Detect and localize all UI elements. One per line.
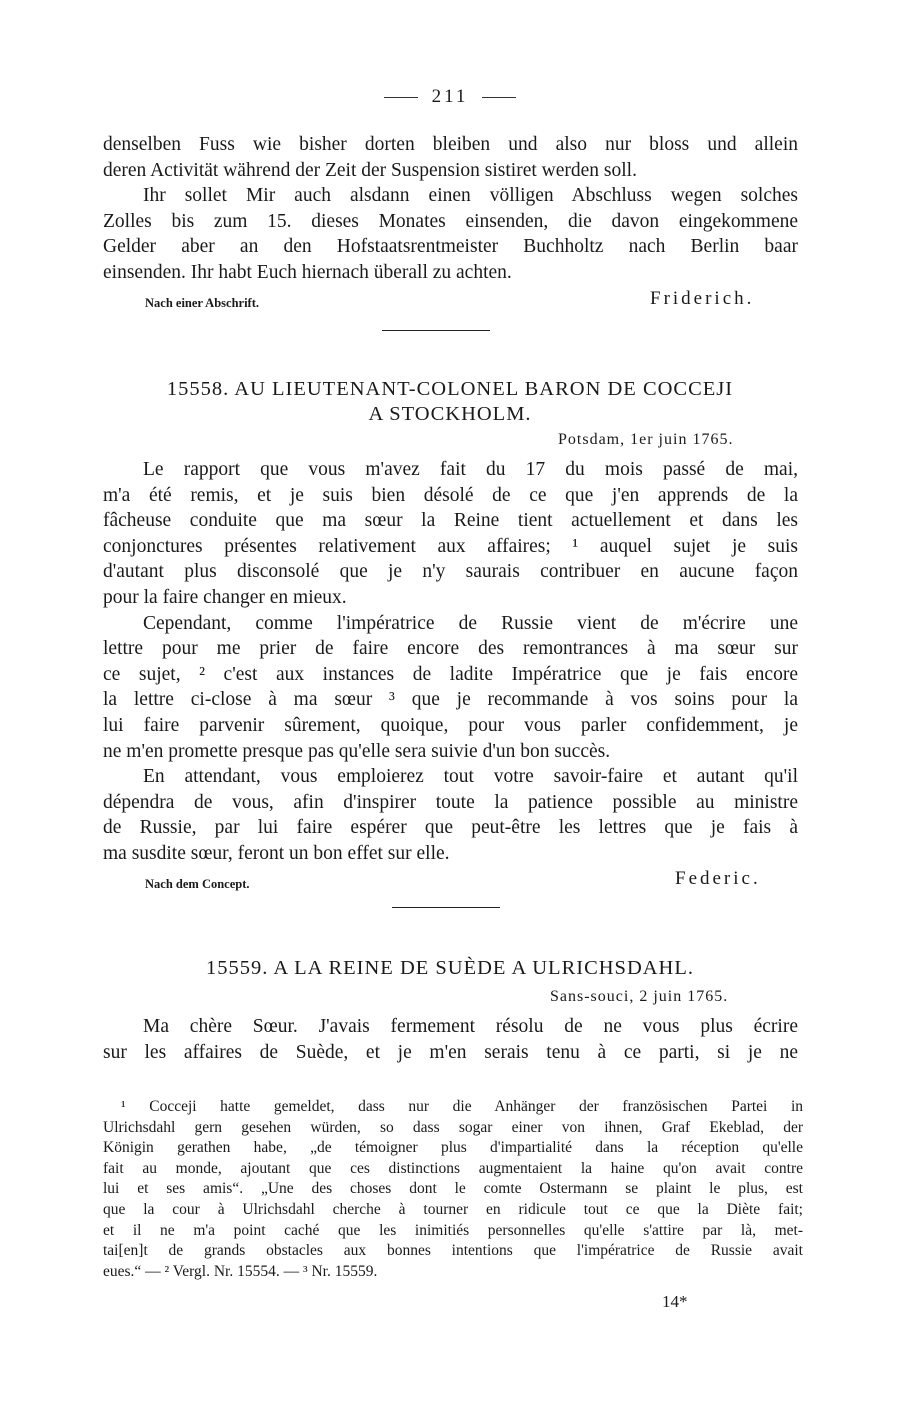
source-note: Nach einer Abschrift. bbox=[145, 296, 259, 310]
text-line: conjonctures présentes relativement aux affaires; ¹ auquel sujet je suis bbox=[103, 535, 798, 557]
letter-date: Sans-souci, 2 juin 1765. bbox=[550, 988, 729, 1005]
text-line: Ihr sollet Mir auch alsdann einen völligen Abschluss wegen solches bbox=[143, 185, 798, 207]
signature: Friderich. bbox=[650, 288, 755, 309]
text-line: Cependant, comme l'impératrice de Russie vient de m'écrire une bbox=[143, 612, 798, 634]
letter-paragraph bbox=[103, 1014, 798, 1065]
footnote-line: que la cour à Ulrichsdahl cherche à tourner en ridicule tout ce que la Diète fait; bbox=[103, 1200, 803, 1218]
letter-title: 15558. AU LIEUTENANT-COLONEL BARON DE COCCEJI bbox=[166, 378, 734, 400]
text-line: Le rapport que vous m'avez fait du 17 du mois passé de mai, bbox=[143, 459, 798, 480]
footnote-line: lui et ses amis“. „Une des choses dont le comte Ostermann se plaint le plus, est bbox=[103, 1180, 803, 1198]
page-number: 211 bbox=[431, 86, 469, 107]
footnote-line: Königin gerathen habe, „de témoigner plus d'impartialité dans la réception qu'elle bbox=[103, 1139, 803, 1157]
footnote-line: Ulrichsdahl gern gesehen würden, so dass sogar einer von ihnen, Graf Ekeblad, der bbox=[103, 1118, 803, 1136]
footnote-line: fait au monde, ajoutant que ces distinctions augmentaient la haine qu'on avait contre bbox=[103, 1159, 803, 1177]
letter-paragraph bbox=[103, 457, 798, 867]
letter-title: 15559. A LA REINE DE SUÈDE A ULRICHSDAHL. bbox=[205, 957, 695, 979]
text-line: sur les affaires de Suède, et je m'en serais tenu à ce parti, si je ne bbox=[103, 1041, 798, 1063]
section-divider bbox=[382, 330, 490, 331]
footnotes bbox=[103, 1097, 803, 1282]
text-line: Zolles bis zum 15. dieses Monates einsenden, die davon eingekommene bbox=[103, 210, 798, 232]
footnote-line: tai[en]t de grands obstacles aux bonnes intentions que l'impératrice de Russie avait bbox=[103, 1242, 803, 1260]
footnote-line: ¹ Cocceji hatte gemeldet, dass nur die Anhänger der französischen Partei in bbox=[121, 1098, 803, 1115]
section-divider bbox=[392, 907, 500, 908]
text-line: fâcheuse conduite que ma sœur la Reine tient actuellement et dans les bbox=[103, 510, 798, 532]
signature-mark: 14* bbox=[662, 1292, 688, 1311]
header-dash-left bbox=[384, 97, 418, 98]
text-line: lettre pour me prier de faire encore des remontrances à ma sœur sur bbox=[103, 638, 798, 660]
text-line: m'a été remis, et je suis bien désolé de ce que j'en apprends de la bbox=[103, 484, 798, 506]
text-line: de Russie, par lui faire espérer que peut-être les lettres que je fais à bbox=[103, 817, 798, 839]
text-line: la lettre ci-close à ma sœur ³ que je recommande à vos soins pour la bbox=[103, 689, 798, 711]
text-line: d'autant plus disconsolé que je n'y saurais contribuer en aucune façon bbox=[103, 561, 798, 583]
text-line: lui faire parvenir sûrement, quoique, pour vous parler confidemment, je bbox=[103, 714, 798, 736]
letter-title-line2: A STOCKHOLM. bbox=[368, 403, 532, 425]
source-note: Nach dem Concept. bbox=[145, 877, 250, 891]
page-header bbox=[0, 86, 900, 108]
text-line: ma susdite sœur, feront un bon effet sur elle. bbox=[103, 842, 450, 864]
text-line: Gelder aber an den Hofstaatsrentmeister Buchholtz nach Berlin baar bbox=[103, 236, 798, 258]
signature: Federic. bbox=[675, 868, 761, 889]
text-line: deren Activität während der Zeit der Suspension sistiret werden soll. bbox=[103, 159, 637, 181]
footnote-line: eues.“ — ² Vergl. Nr. 15554. — ³ Nr. 15559. bbox=[103, 1262, 378, 1280]
text-line: einsenden. Ihr habt Euch hiernach überall zu achten. bbox=[103, 261, 512, 283]
text-line: ne m'en promette presque pas qu'elle sera suivie d'un bon succès. bbox=[103, 740, 611, 762]
footnote-line: et il ne m'a point caché que les inimitiés personnelles qu'elle s'attire par là, met- bbox=[103, 1221, 803, 1239]
text-line: pour la faire changer en mieux. bbox=[103, 586, 347, 608]
text-line: ce sujet, ² c'est aux instances de ladite Impératrice que je fais encore bbox=[103, 663, 798, 685]
text-line: denselben Fuss wie bisher dorten bleiben und also nur bloss und allein bbox=[103, 134, 798, 155]
text-line: dépendra de vous, afin d'inspirer toute la patience possible au ministre bbox=[103, 791, 798, 813]
header-dash-right bbox=[482, 97, 516, 98]
letter-date: Potsdam, 1er juin 1765. bbox=[558, 431, 734, 448]
text-line: Ma chère Sœur. J'avais fermement résolu de ne vous plus écrire bbox=[143, 1016, 798, 1037]
continuation-text bbox=[103, 132, 798, 286]
text-line: En attendant, vous emploierez tout votre savoir-faire et autant qu'il bbox=[143, 766, 798, 788]
